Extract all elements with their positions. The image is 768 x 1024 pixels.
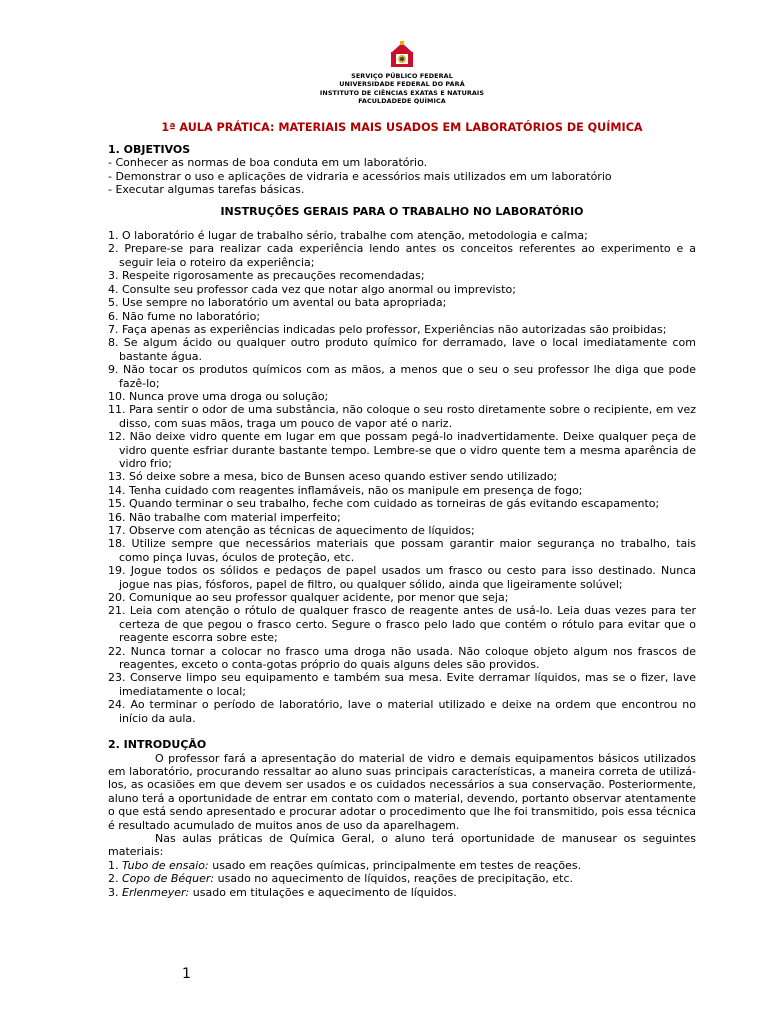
material-description: usado em titulações e aquecimento de líquidos. <box>189 885 457 899</box>
university-crest-icon <box>389 40 415 70</box>
document-page <box>108 40 696 899</box>
objective-item: - Executar algumas tarefas básicas. <box>108 183 305 197</box>
instruction-item: 10. Nunca prove uma droga ou solução; <box>108 389 329 403</box>
material-number: 3. <box>108 885 122 899</box>
instruction-item: 21. Leia com atenção o rótulo de qualquer frasco de reagente antes de usá-lo. Leia duas vezes para ter certeza de que pegou o frasco certo. Segure o frasco pelo lado que contém o rótulo para evitar que o reagente escorra sobre este; <box>108 604 696 645</box>
instruction-item: 9. Não tocar os produtos químicos com as mãos, a menos que o seu o seu professor lhe diga que pode fazê-lo; <box>108 363 696 390</box>
instruction-item: 15. Quando terminar o seu trabalho, feche com cuidado as torneiras de gás evitando escapamento; <box>108 497 660 511</box>
instruction-item: 4. Consulte seu professor cada vez que notar algo anormal ou imprevisto; <box>108 282 516 296</box>
header-line-service: SERVIÇO PÚBLICO FEDERAL <box>351 72 453 80</box>
materials-list <box>108 859 696 899</box>
material-item <box>108 859 696 872</box>
instruction-item: 5. Use sempre no laboratório um avental ou bata apropriada; <box>108 296 447 310</box>
header-line-faculty: FACULDADEDE QUÍMICA <box>358 97 446 106</box>
objective-item: - Demonstrar o uso e aplicações de vidraria e acessórios mais utilizados em um laboratório <box>108 169 612 183</box>
instruction-item: 19. Jogue todos os sólidos e pedaços de papel usados um frasco ou cesto para isso destinado. Nunca jogue nas pias, fósforos, papel de filtro, ou qualquer sólido, ainda que ligeiramente solúvel; <box>108 564 696 591</box>
material-name: Erlenmeyer: <box>122 885 190 899</box>
material-number: 1. <box>108 858 122 872</box>
document-title: 1ª AULA PRÁTICA: MATERIAIS MAIS USADOS EM LABORATÓRIOS DE QUÍMICA <box>161 120 643 134</box>
objectives-list <box>108 156 696 196</box>
instruction-item: 6. Não fume no laboratório; <box>108 309 261 323</box>
instructions-list <box>108 229 696 725</box>
page-number: 1 <box>182 966 191 982</box>
instruction-item: 18. Utilize sempre que necessários materiais que possam garantir maior segurança no trabalho, tais como pinça luvas, óculos de proteção, etc. <box>108 537 696 564</box>
introduction-paragraph: O professor fará a apresentação do material de vidro e demais equipamentos básicos utilizados em laboratório, procurando ressaltar ao aluno suas principais características, a maneira correta de utilizá-los, as ocasiões em que devem ser usados e os cuidados necessários a sua conservação. Posteriormente, aluno terá a oportunidade de entrar em contato com o material, devendo, portanto observar atentamente o que está sendo apresentado e procurar adotar o procedimento que lhe foi transmitido, pois essa técnica é resultado acumulado de muitos anos de uso da aparelhagem. <box>108 751 696 832</box>
material-description: usado em reações químicas, principalmente em testes de reações. <box>208 858 582 872</box>
material-name: Tubo de ensaio: <box>122 858 209 872</box>
header-line-university: UNIVERSIDADE FEDERAL DO PARÁ <box>339 80 465 89</box>
instruction-item: 2. Prepare-se para realizar cada experiência lendo antes os conceitos referentes ao experimento e a seguir leia o roteiro da experiência; <box>108 242 696 269</box>
material-description: usado no aquecimento de líquidos, reações de precipitação, etc. <box>214 872 574 886</box>
material-item <box>108 872 696 885</box>
instruction-item: 22. Nunca tornar a colocar no frasco uma droga não usada. Não coloque objeto algum nos frascos de reagentes, exceto o conta-gotas próprio do quais alguns deles são providos. <box>108 644 696 672</box>
instruction-item: 1. O laboratório é lugar de trabalho sério, trabalhe com atenção, metodologia e calma; <box>108 229 588 243</box>
objective-item: - Conhecer as normas de boa conduta em um laboratório. <box>108 156 428 170</box>
instruction-item: 3. Respeite rigorosamente as precauções recomendadas; <box>108 269 425 283</box>
instruction-item: 16. Não trabalhe com material imperfeito; <box>108 510 341 524</box>
institution-header <box>108 72 696 106</box>
instruction-item: 11. Para sentir o odor de uma substância, não coloque o seu rosto diretamente sobre o recipiente, em vez disso, com suas mãos, traga um pouco de vapor até o nariz. <box>108 403 696 430</box>
instruction-item: 14. Tenha cuidado com reagentes inflamáveis, não os manipule em presença de fogo; <box>108 483 583 497</box>
instruction-item: 12. Não deixe vidro quente em lugar em que possam pegá-lo inadvertidamente. Deixe qualquer peça de vidro quente esfriar durante bastante tempo. Lembre-se que o vidro quente tem a mesma aparência de vidro frio; <box>108 430 696 470</box>
instruction-item: 24. Ao terminar o período de laboratório, lave o material utilizado e deixe na ordem que encontrou no início da aula. <box>108 698 696 725</box>
objectives-heading: 1. OBJETIVOS <box>108 143 191 157</box>
instruction-item: 8. Se algum ácido ou qualquer outro produto químico for derramado, lave o local imediatamente com bastante água. <box>108 336 696 363</box>
instruction-item: 20. Comunique ao seu professor qualquer acidente, por menor que seja; <box>108 591 509 605</box>
introduction-paragraph: Nas aulas práticas de Química Geral, o aluno terá oportunidade de manusear os seguintes materiais: <box>108 831 696 859</box>
instruction-item: 13. Só deixe sobre a mesa, bico de Bunsen aceso quando estiver sendo utilizado; <box>108 470 558 484</box>
material-number: 2. <box>108 872 122 886</box>
introduction-heading: 2. INTRODUÇÃO <box>108 738 207 752</box>
material-item <box>108 886 696 899</box>
instructions-heading: INSTRUÇÕES GERAIS PARA O TRABALHO NO LABORATÓRIO <box>220 204 584 218</box>
instruction-item: 23. Conserve limpo seu equipamento e também sua mesa. Evite derramar líquidos, mas se o fizer, lave imediatamente o local; <box>108 671 696 698</box>
instruction-item: 17. Observe com atenção as técnicas de aquecimento de líquidos; <box>108 524 475 537</box>
instruction-item: 7. Faça apenas as experiências indicadas pelo professor, Experiências não autorizadas são proibidas; <box>108 322 667 336</box>
header-line-institute: INSTITUTO DE CIÊNCIAS EXATAS E NATURAIS <box>319 88 485 97</box>
material-name: Copo de Béquer: <box>122 872 215 886</box>
